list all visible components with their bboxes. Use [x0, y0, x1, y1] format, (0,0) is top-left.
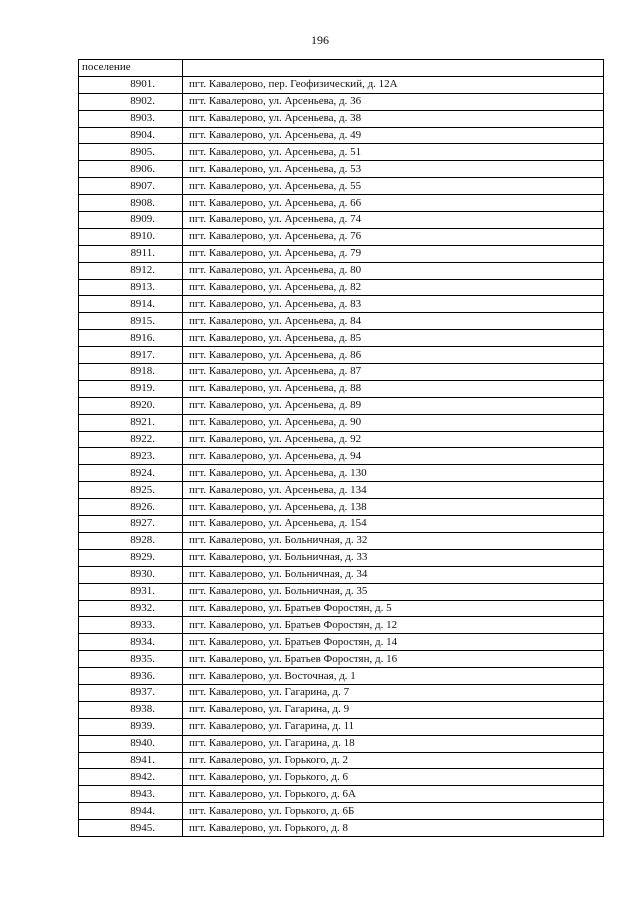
table-row [79, 549, 604, 566]
table-row [79, 397, 604, 414]
table-row [79, 820, 604, 837]
table-row [79, 668, 604, 685]
address-cell: пгт. Кавалерово, ул. Арсеньева, д. 76 [183, 228, 604, 245]
table-row [79, 330, 604, 347]
table-row [79, 414, 604, 431]
table-row [79, 380, 604, 397]
table-row [79, 718, 604, 735]
row-number-cell: 8912. [79, 262, 183, 279]
table-row [79, 347, 604, 364]
address-cell: пгт. Кавалерово, ул. Арсеньева, д. 55 [183, 178, 604, 195]
address-cell: пгт. Кавалерово, ул. Арсеньева, д. 66 [183, 195, 604, 212]
table-row [79, 465, 604, 482]
address-cell: пгт. Кавалерово, ул. Арсеньева, д. 82 [183, 279, 604, 296]
address-table [78, 59, 604, 837]
table-row [79, 195, 604, 212]
row-number-cell: 8914. [79, 296, 183, 313]
address-cell: пгт. Кавалерово, ул. Братьев Форостян, д. 12 [183, 617, 604, 634]
address-cell: пгт. Кавалерово, ул. Больничная, д. 33 [183, 549, 604, 566]
address-cell: пгт. Кавалерово, ул. Арсеньева, д. 134 [183, 482, 604, 499]
table-row [79, 786, 604, 803]
row-number-cell: 8911. [79, 245, 183, 262]
table-row [79, 701, 604, 718]
row-number-cell: 8930. [79, 566, 183, 583]
table-row [79, 532, 604, 549]
table-row [79, 769, 604, 786]
row-number-cell: 8928. [79, 532, 183, 549]
address-cell: пгт. Кавалерово, ул. Горького, д. 2 [183, 752, 604, 769]
address-cell: пгт. Кавалерово, ул. Братьев Форостян, д. 14 [183, 634, 604, 651]
address-cell: пгт. Кавалерово, ул. Гагарина, д. 18 [183, 735, 604, 752]
address-cell: пгт. Кавалерово, ул. Больничная, д. 32 [183, 532, 604, 549]
table-row [79, 600, 604, 617]
address-cell: пгт. Кавалерово, ул. Арсеньева, д. 92 [183, 431, 604, 448]
address-cell: пгт. Кавалерово, ул. Арсеньева, д. 49 [183, 127, 604, 144]
table-row [79, 178, 604, 195]
row-number-cell: 8910. [79, 228, 183, 245]
address-cell: пгт. Кавалерово, ул. Братьев Форостян, д. 16 [183, 651, 604, 668]
row-number-cell: 8926. [79, 499, 183, 516]
address-cell: пгт. Кавалерово, ул. Больничная, д. 34 [183, 566, 604, 583]
table-header-row [79, 60, 604, 77]
header-cell-empty [183, 60, 604, 77]
row-number-cell: 8920. [79, 397, 183, 414]
row-number-cell: 8901. [79, 76, 183, 93]
table-row [79, 228, 604, 245]
row-number-cell: 8908. [79, 195, 183, 212]
address-cell: пгт. Кавалерово, пер. Геофизический, д. 12А [183, 76, 604, 93]
table-row [79, 431, 604, 448]
address-cell: пгт. Кавалерово, ул. Арсеньева, д. 83 [183, 296, 604, 313]
table-row [79, 516, 604, 533]
address-cell: пгт. Кавалерово, ул. Горького, д. 6 [183, 769, 604, 786]
address-cell: пгт. Кавалерово, ул. Арсеньева, д. 86 [183, 347, 604, 364]
address-cell: пгт. Кавалерово, ул. Арсеньева, д. 36 [183, 93, 604, 110]
table-row [79, 684, 604, 701]
row-number-cell: 8907. [79, 178, 183, 195]
address-cell: пгт. Кавалерово, ул. Арсеньева, д. 38 [183, 110, 604, 127]
table-row [79, 634, 604, 651]
address-cell: пгт. Кавалерово, ул. Арсеньева, д. 85 [183, 330, 604, 347]
table-row [79, 212, 604, 229]
row-number-cell: 8915. [79, 313, 183, 330]
address-cell: пгт. Кавалерово, ул. Арсеньева, д. 138 [183, 499, 604, 516]
table-row [79, 262, 604, 279]
table-row [79, 752, 604, 769]
row-number-cell: 8924. [79, 465, 183, 482]
row-number-cell: 8935. [79, 651, 183, 668]
row-number-cell: 8927. [79, 516, 183, 533]
address-cell: пгт. Кавалерово, ул. Горького, д. 6А [183, 786, 604, 803]
row-number-cell: 8941. [79, 752, 183, 769]
table-row [79, 245, 604, 262]
table-row [79, 803, 604, 820]
row-number-cell: 8940. [79, 735, 183, 752]
row-number-cell: 8913. [79, 279, 183, 296]
table-row [79, 617, 604, 634]
row-number-cell: 8944. [79, 803, 183, 820]
address-cell: пгт. Кавалерово, ул. Арсеньева, д. 94 [183, 448, 604, 465]
address-cell: пгт. Кавалерово, ул. Арсеньева, д. 130 [183, 465, 604, 482]
address-cell: пгт. Кавалерово, ул. Братьев Форостян, д. 5 [183, 600, 604, 617]
row-number-cell: 8943. [79, 786, 183, 803]
address-cell: пгт. Кавалерово, ул. Арсеньева, д. 74 [183, 212, 604, 229]
row-number-cell: 8922. [79, 431, 183, 448]
row-number-cell: 8904. [79, 127, 183, 144]
address-cell: пгт. Кавалерово, ул. Арсеньева, д. 90 [183, 414, 604, 431]
address-cell: пгт. Кавалерово, ул. Арсеньева, д. 89 [183, 397, 604, 414]
row-number-cell: 8923. [79, 448, 183, 465]
row-number-cell: 8945. [79, 820, 183, 837]
address-cell: пгт. Кавалерово, ул. Арсеньева, д. 87 [183, 364, 604, 381]
address-cell: пгт. Кавалерово, ул. Больничная, д. 35 [183, 583, 604, 600]
table-row [79, 296, 604, 313]
table-row [79, 448, 604, 465]
row-number-cell: 8942. [79, 769, 183, 786]
table-row [79, 651, 604, 668]
table-row [79, 313, 604, 330]
row-number-cell: 8929. [79, 549, 183, 566]
address-cell: пгт. Кавалерово, ул. Арсеньева, д. 154 [183, 516, 604, 533]
address-cell: пгт. Кавалерово, ул. Арсеньева, д. 80 [183, 262, 604, 279]
table-row [79, 161, 604, 178]
row-number-cell: 8918. [79, 364, 183, 381]
table-row [79, 583, 604, 600]
table-row [79, 279, 604, 296]
row-number-cell: 8936. [79, 668, 183, 685]
row-number-cell: 8902. [79, 93, 183, 110]
row-number-cell: 8905. [79, 144, 183, 161]
address-cell: пгт. Кавалерово, ул. Арсеньева, д. 84 [183, 313, 604, 330]
address-cell: пгт. Кавалерово, ул. Арсеньева, д. 53 [183, 161, 604, 178]
row-number-cell: 8916. [79, 330, 183, 347]
row-number-cell: 8906. [79, 161, 183, 178]
row-number-cell: 8939. [79, 718, 183, 735]
address-cell: пгт. Кавалерово, ул. Арсеньева, д. 51 [183, 144, 604, 161]
table-row [79, 735, 604, 752]
table-row [79, 93, 604, 110]
address-table-body [79, 60, 604, 837]
address-cell: пгт. Кавалерово, ул. Горького, д. 8 [183, 820, 604, 837]
row-number-cell: 8925. [79, 482, 183, 499]
header-cell-settlement: поселение [79, 60, 183, 77]
row-number-cell: 8931. [79, 583, 183, 600]
row-number-cell: 8937. [79, 684, 183, 701]
table-row [79, 499, 604, 516]
row-number-cell: 8934. [79, 634, 183, 651]
row-number-cell: 8938. [79, 701, 183, 718]
address-cell: пгт. Кавалерово, ул. Арсеньева, д. 88 [183, 380, 604, 397]
table-row [79, 110, 604, 127]
address-cell: пгт. Кавалерово, ул. Гагарина, д. 7 [183, 684, 604, 701]
row-number-cell: 8909. [79, 212, 183, 229]
address-cell: пгт. Кавалерово, ул. Гагарина, д. 11 [183, 718, 604, 735]
table-row [79, 364, 604, 381]
table-row [79, 482, 604, 499]
address-cell: пгт. Кавалерово, ул. Гагарина, д. 9 [183, 701, 604, 718]
address-cell: пгт. Кавалерово, ул. Горького, д. 6Б [183, 803, 604, 820]
address-cell: пгт. Кавалерово, ул. Арсеньева, д. 79 [183, 245, 604, 262]
row-number-cell: 8903. [79, 110, 183, 127]
table-row [79, 76, 604, 93]
page-number: 196 [311, 33, 329, 47]
table-row [79, 144, 604, 161]
row-number-cell: 8932. [79, 600, 183, 617]
row-number-cell: 8933. [79, 617, 183, 634]
row-number-cell: 8919. [79, 380, 183, 397]
address-cell: пгт. Кавалерово, ул. Восточная, д. 1 [183, 668, 604, 685]
row-number-cell: 8921. [79, 414, 183, 431]
table-row [79, 566, 604, 583]
table-row [79, 127, 604, 144]
row-number-cell: 8917. [79, 347, 183, 364]
